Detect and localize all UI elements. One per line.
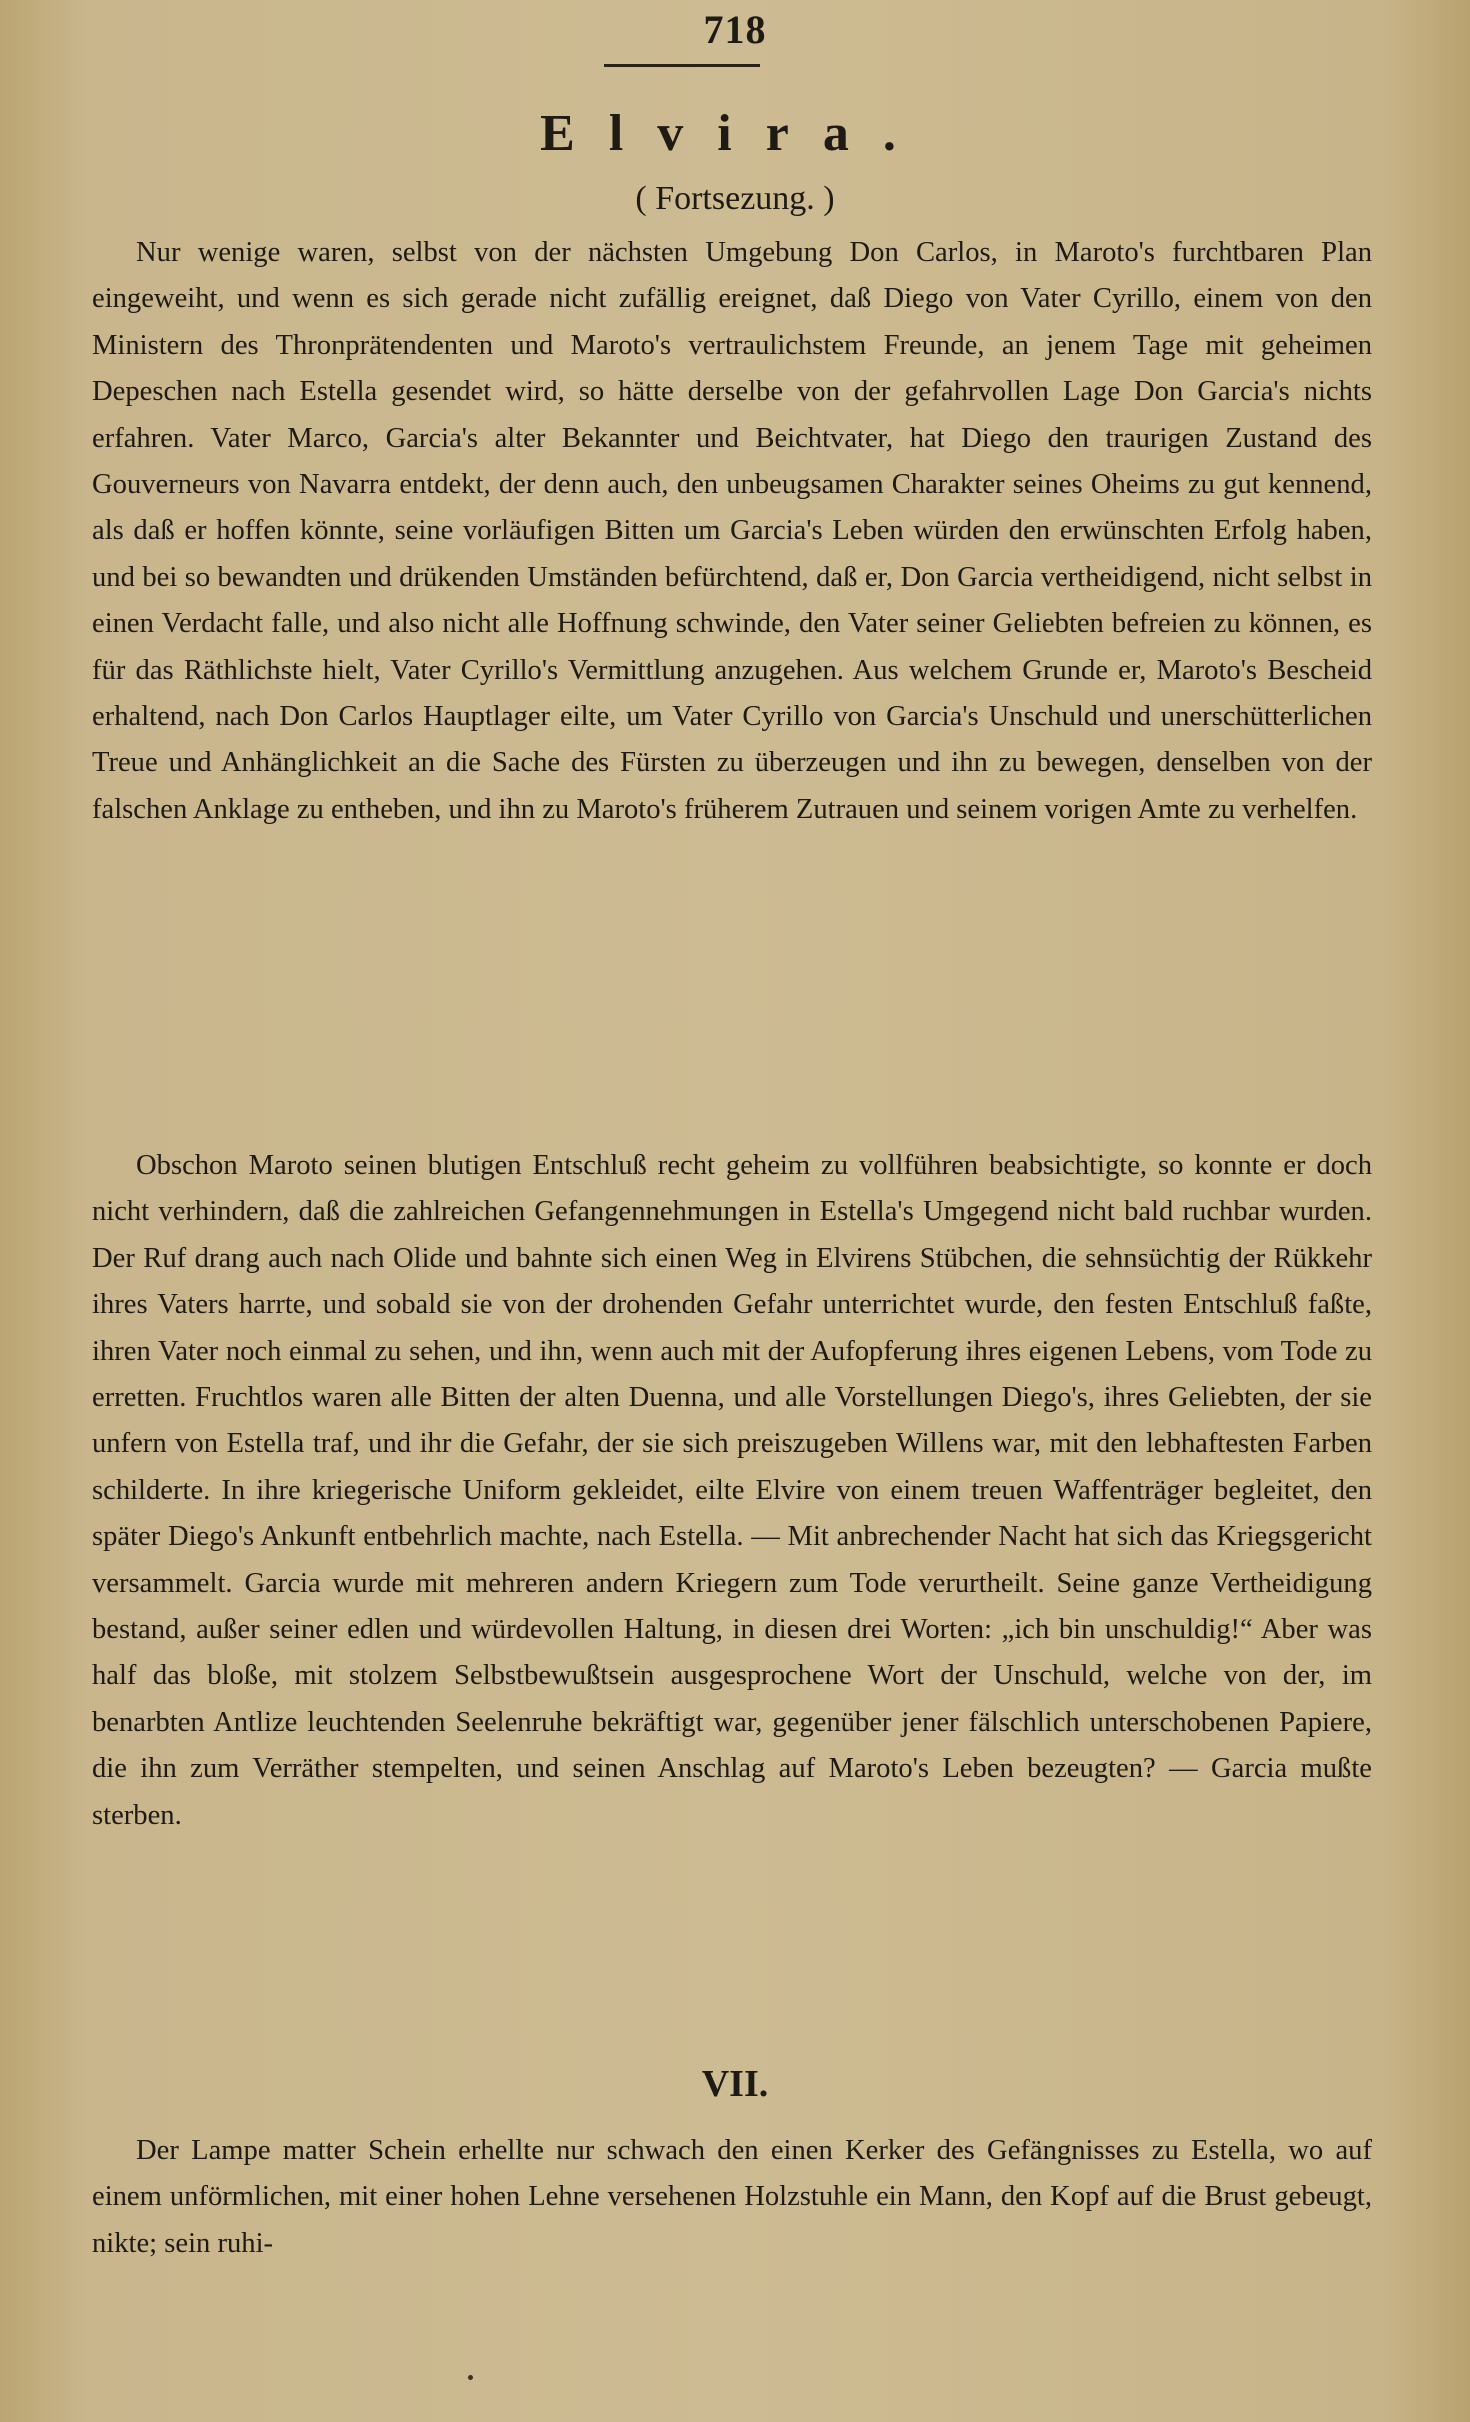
chapter-title: Elvira. (540, 105, 930, 162)
paragraph-text: Obschon Maroto seinen blutigen Entschluß recht geheim zu vollführen beabsichtigte, so konnte er doch nicht verhindern, daß die zahlreichen Gefangennehmungen in Estella's Umgegend nicht bald ruchbar wurden. Der Ruf drang auch nach Olide und bahnte sich einen Weg in Elvirens Stübchen, die sehnsüchtig der Rükkehr ihres Vaters harrte, und sobald sie von der drohenden Gefahr unterrichtet wurde, den festen Entschluß faßte, ihren Vater noch einmal zu sehen, und ihn, wenn auch mit der Aufopferung ihres eigenen Lebens, vom Tode zu erretten. Fruchtlos waren alle Bitten der alten Duenna, und alle Vorstellungen Diego's, ihres Geliebten, der sie unfern von Estella traf, und ihr die Gefahr, der sie sich preiszugeben Willens war, mit den lebhaftesten Farben schilderte. In ihre kriegerische Uniform gekleidet, eilte Elvire von einem treuen Waffenträger begleitet, den später Diego's Ankunft entbehrlich machte, nach Estella. — Mit anbrechender Nacht hat sich das Kriegsgericht versammelt. Garcia wurde mit mehreren andern Kriegern zum Tode verurtheilt. Seine ganze Vertheidigung bestand, außer seiner edlen und würdevollen Haltung, in diesen drei Worten: „ich bin unschuldig!“ Aber was half das bloße, mit stolzem Selbstbewußtsein ausgesprochene Wort der Unschuld, welche von der, im benarbten Antlize leuchtenden Seelenruhe bekräftigt war, gegenüber jener fälschlich unterschobenen Papiere, die ihn zum Verräther stempelten, und seinen Anschlag auf Maroto's Leben bezeugten? — Garcia mußte sterben. (92, 1150, 1372, 1831)
chapter-subtitle: ( Fortsezung. ) (635, 180, 835, 217)
body-paragraph-2 (92, 1143, 1372, 1839)
body-paragraph-1 (92, 230, 1372, 833)
body-paragraph-3 (92, 2128, 1372, 2267)
ink-speck (468, 2375, 473, 2380)
section-heading: VII. (701, 2063, 769, 2105)
page-number: 718 (703, 7, 767, 52)
paragraph-text: Nur wenige waren, selbst von der nächsten Umgebung Don Carlos, in Maroto's furchtbaren Plan eingeweiht, und wenn es sich gerade nicht zufällig ereignet, daß Diego von Vater Cyrillo, einem von den Ministern des Thronprätendenten und Maroto's vertraulichstem Freunde, an jenem Tage mit geheimen Depeschen nach Estella gesendet wird, so hätte derselbe von der gefahrvollen Lage Don Garcia's nichts erfahren. Vater Marco, Garcia's alter Bekannter und Beichtvater, hat Diego den traurigen Zustand des Gouverneurs von Navarra entdekt, der denn auch, den unbeugsamen Charakter seines Oheims zu gut kennend, als daß er hoffen könnte, seine vorläufigen Bitten um Garcia's Leben würden den erwünschten Erfolg haben, und bei so bewandten und drükenden Umständen befürchtend, daß er, Don Garcia vertheidigend, nicht selbst in einen Verdacht falle, und also nicht alle Hoffnung schwinde, den Vater seiner Geliebten befreien zu können, es für das Räthlichste hielt, Vater Cyrillo's Vermittlung anzugehen. Aus welchem Grunde er, Maroto's Bescheid erhaltend, nach Don Carlos Hauptlager eilte, um Vater Cyrillo von Garcia's Unschuld und unerschütterlichen Treue und Anhänglichkeit an die Sache des Fürsten zu überzeugen und ihn zu bewegen, denselben von der falschen Anklage zu entheben, und ihn zu Maroto's früherem Zutrauen und seinem vorigen Amte zu verhelfen. (92, 237, 1372, 825)
paragraph-text: Der Lampe matter Schein erhellte nur schwach den einen Kerker des Gefängnisses zu Estella, wo auf einem unförmlichen, mit einer hohen Lehne versehenen Holzstuhle ein Mann, den Kopf auf die Brust gebeugt, nikte; sein ruhi- (92, 2135, 1372, 2259)
header-rule (604, 64, 760, 67)
